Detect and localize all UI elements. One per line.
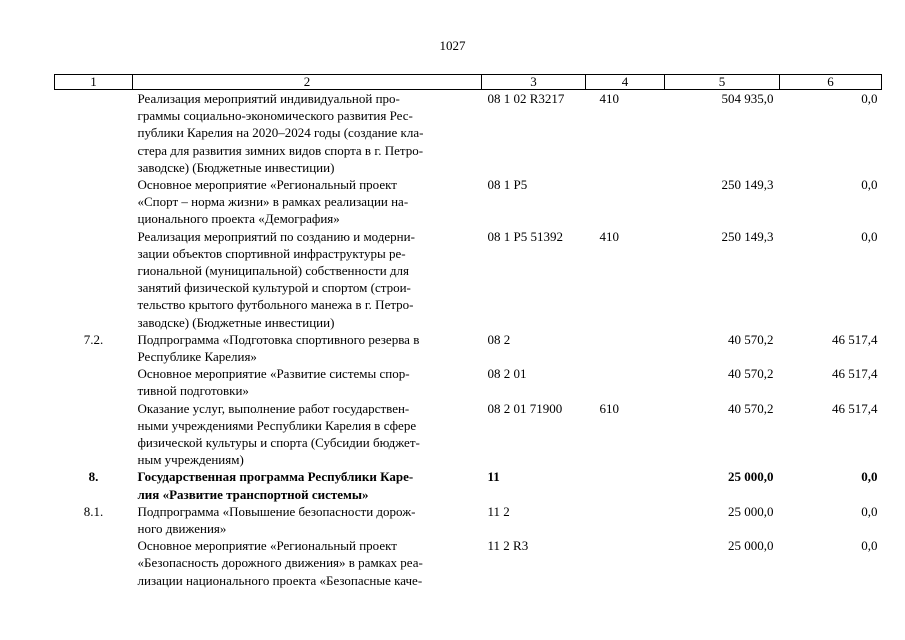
table-body xyxy=(55,90,882,589)
header-col-2: 2 xyxy=(133,75,482,90)
expense-type xyxy=(586,537,665,589)
table-row xyxy=(55,503,882,537)
budget-code: 08 2 01 71900 xyxy=(487,400,563,416)
amount-col-5: 250 149,3 xyxy=(721,177,774,193)
row-number xyxy=(55,365,133,399)
row-description xyxy=(133,228,482,331)
description-line: Республике Карелия» xyxy=(137,349,257,365)
table-header xyxy=(55,75,882,90)
description-line: Основное мероприятие «Развитие системы спор- xyxy=(137,366,410,382)
description-line: заводске) (Бюджетные инвестиции) xyxy=(137,159,335,175)
amount-col-5: 25 000,0 xyxy=(728,538,774,554)
amount-col-6: 46 517,4 xyxy=(832,366,878,382)
description-line: лия «Развитие транспортной системы» xyxy=(137,486,369,502)
amount-col-5: 504 935,0 xyxy=(721,91,774,106)
row-description xyxy=(133,331,482,365)
description-line: «Спорт – норма жизни» в рамках реализации на- xyxy=(137,194,409,210)
table-row xyxy=(55,176,882,228)
row-number xyxy=(55,537,133,589)
page-number: 1027 xyxy=(439,38,466,53)
expense-type xyxy=(586,503,665,537)
row-description xyxy=(133,468,482,502)
description-line: заводске) (Бюджетные инвестиции) xyxy=(137,314,335,330)
amount-col-5: 40 570,2 xyxy=(728,400,774,416)
row-description xyxy=(133,176,482,228)
header-col-4: 4 xyxy=(586,75,665,90)
amount-col-6: 0,0 xyxy=(861,177,878,193)
amount-col-5: 40 570,2 xyxy=(728,366,774,382)
budget-code: 11 2 xyxy=(487,503,510,519)
amount-col-6: 46 517,4 xyxy=(832,400,878,416)
budget-code: 08 2 xyxy=(487,331,511,347)
budget-code: 11 xyxy=(487,469,500,485)
table-row xyxy=(55,228,882,331)
row-number xyxy=(55,228,133,331)
table-row xyxy=(55,400,882,469)
amount-col-6: 0,0 xyxy=(861,538,878,554)
header-col-5: 5 xyxy=(665,75,780,90)
description-line: тивной подготовки» xyxy=(137,383,249,399)
expense-type: 610 xyxy=(599,400,619,416)
expense-type xyxy=(586,331,665,365)
table-row xyxy=(55,468,882,502)
budget-code: 08 2 01 xyxy=(487,366,527,382)
description-line: Подпрограмма «Подготовка спортивного резерва в xyxy=(137,331,420,347)
description-line: ным учреждениям) xyxy=(137,452,244,468)
row-number xyxy=(55,400,133,469)
budget-code: 08 1 P5 xyxy=(487,177,528,193)
description-line: «Безопасность дорожного движения» в рамках реа- xyxy=(137,555,423,571)
row-number: 8.1. xyxy=(83,503,104,519)
budget-code: 11 2 R3 xyxy=(487,538,529,554)
row-number xyxy=(55,176,133,228)
amount-col-5: 250 149,3 xyxy=(721,228,774,244)
description-line: стера для развития зимних видов спорта в г. Петро- xyxy=(137,142,424,158)
description-line: ного движения» xyxy=(137,521,227,537)
description-line: Оказание услуг, выполнение работ государствен- xyxy=(137,400,410,416)
description-line: ционального проекта «Демография» xyxy=(137,211,340,227)
description-line: лизации национального проекта «Безопасные каче- xyxy=(137,572,423,588)
description-line: Государственная программа Республики Каре- xyxy=(137,469,414,485)
row-description xyxy=(133,90,482,177)
description-line: гиональной (муниципальной) собственности для xyxy=(137,263,409,279)
table-row xyxy=(55,90,882,177)
row-number xyxy=(55,90,133,177)
description-line: Основное мероприятие «Региональный проект xyxy=(137,538,397,554)
expense-type xyxy=(586,176,665,228)
description-line: занятий физической культурой и спортом (строи- xyxy=(137,280,411,296)
table-row xyxy=(55,331,882,365)
amount-col-6: 0,0 xyxy=(861,228,878,244)
amount-col-6: 0,0 xyxy=(861,503,878,519)
row-description xyxy=(133,537,482,589)
description-line: публики Карелия на 2020–2024 годы (создание кла- xyxy=(137,125,424,141)
amount-col-6: 46 517,4 xyxy=(832,331,878,347)
description-line: физической культуры и спорта (Субсидии бюджет- xyxy=(137,435,420,451)
amount-col-6: 0,0 xyxy=(861,469,878,485)
amount-col-5: 40 570,2 xyxy=(728,331,774,347)
description-line: Подпрограмма «Повышение безопасности дорож- xyxy=(137,503,416,519)
amount-col-5: 25 000,0 xyxy=(728,469,774,485)
header-col-3: 3 xyxy=(482,75,586,90)
expense-type: 410 xyxy=(599,91,619,106)
row-description xyxy=(133,503,482,537)
row-number: 7.2. xyxy=(83,331,104,347)
description-line: Реализация мероприятий индивидуальной про- xyxy=(137,91,400,106)
description-line: Реализация мероприятий по созданию и модерни- xyxy=(137,228,415,244)
amount-col-5: 25 000,0 xyxy=(728,503,774,519)
description-line: Основное мероприятие «Региональный проект xyxy=(137,177,397,193)
expense-type xyxy=(586,365,665,399)
budget-code: 08 1 02 R3217 xyxy=(487,91,565,106)
description-line: зации объектов спортивной инфраструктуры ре- xyxy=(137,245,406,261)
budget-code: 08 1 P5 51392 xyxy=(487,228,563,244)
header-col-6: 6 xyxy=(780,75,882,90)
amount-col-6: 0,0 xyxy=(861,91,878,106)
expense-type xyxy=(586,468,665,502)
row-number: 8. xyxy=(88,469,99,485)
description-line: ными учреждениями Республики Карелия в сфере xyxy=(137,417,417,433)
budget-table xyxy=(54,74,882,589)
table-row xyxy=(55,537,882,589)
description-line: тельство крытого футбольного манежа в г. Петро- xyxy=(137,297,414,313)
row-description xyxy=(133,365,482,399)
table-row xyxy=(55,365,882,399)
header-col-1: 1 xyxy=(55,75,133,90)
description-line: граммы социально-экономического развития Рес- xyxy=(137,108,413,124)
row-description xyxy=(133,400,482,469)
expense-type: 410 xyxy=(599,228,619,244)
